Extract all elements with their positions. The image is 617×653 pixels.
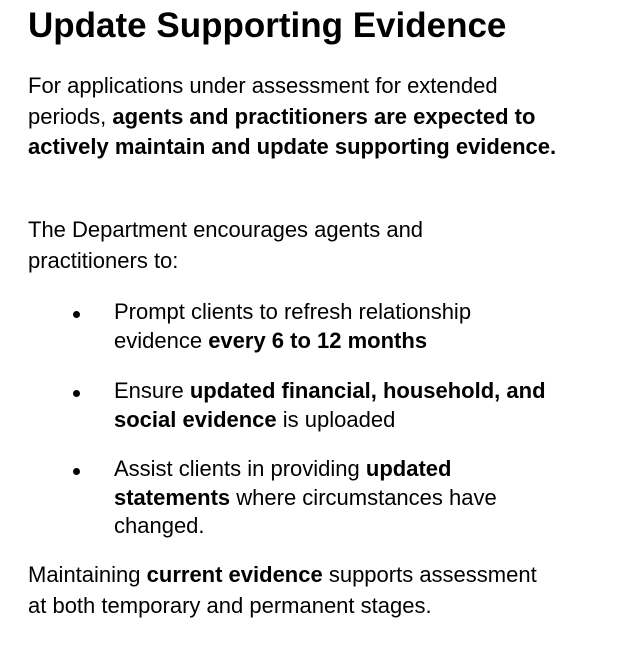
closing-paragraph <box>28 560 548 621</box>
page-title: Update Supporting Evidence <box>28 6 507 45</box>
list-item-text-bold: updated financial, household, and social evidence <box>114 378 546 432</box>
list-item-text-post: is uploaded <box>276 406 396 432</box>
closing-emphasis: current evidence <box>146 562 323 587</box>
closing-text-post: supports assessment at both temporary and permanent stages. <box>28 562 537 618</box>
closing-text-pre: Maintaining <box>28 562 147 587</box>
list-item-text-pre: Prompt clients to refresh relationship evidence <box>114 299 472 353</box>
list-item-text <box>114 298 554 355</box>
intro-paragraph <box>28 71 568 163</box>
intro-emphasis: agents and practitioners are expected to actively maintain and update supporting evidence. <box>28 103 557 159</box>
list-item-text-bold: every 6 to 12 months <box>208 327 428 353</box>
bullet-icon <box>73 311 80 318</box>
list-item-text <box>114 377 554 434</box>
list-item-text-pre: Assist clients in providing <box>114 456 366 481</box>
bullet-icon <box>73 390 80 397</box>
list-item-text-pre: Ensure <box>114 378 190 403</box>
list-item-text-bold: updated statements <box>114 456 452 510</box>
bullet-icon <box>73 468 80 475</box>
encourage-paragraph: The Department encourages agents and practitioners to: <box>28 217 424 273</box>
list-item-text <box>114 455 554 541</box>
intro-text: For applications under assessment for extended periods, <box>28 73 498 129</box>
list-item-text-post: where circumstances have changed. <box>114 484 497 538</box>
